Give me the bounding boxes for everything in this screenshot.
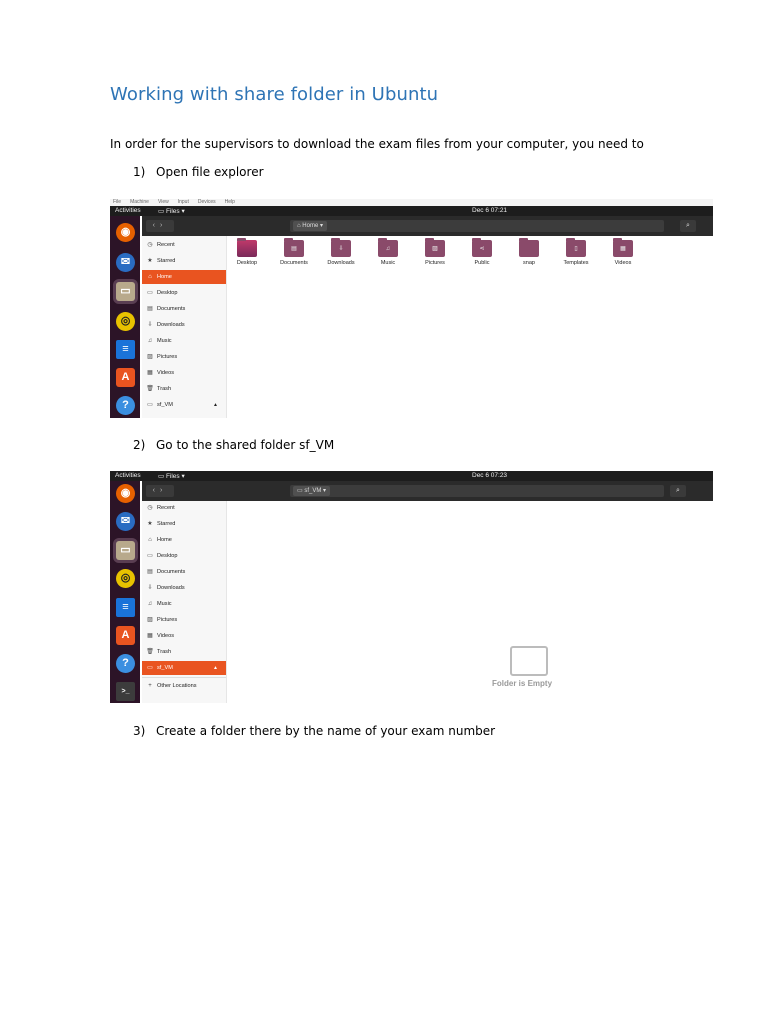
sidebar-item-recent[interactable]: ◷ Recent <box>142 238 226 252</box>
file-grid <box>227 236 713 418</box>
sidebar-item-desktop[interactable]: ▭ Desktop <box>142 286 226 300</box>
sidebar-item-starred[interactable]: ★ Starred <box>142 254 226 268</box>
thunderbird-icon[interactable]: ✉ <box>116 512 135 531</box>
folder-icon: ⇩ <box>331 240 351 257</box>
files-icon[interactable]: ▭ <box>116 541 135 560</box>
eject-icon[interactable]: ▲ <box>213 402 218 408</box>
rhythmbox-icon[interactable]: ◎ <box>116 312 135 331</box>
video-icon: ▦ <box>147 633 153 639</box>
software-icon[interactable]: A <box>116 626 135 645</box>
folder-public[interactable]: ⋖ Public <box>462 240 502 266</box>
files-app-menu[interactable]: ▭ Files ▾ <box>158 208 185 215</box>
step-1 <box>133 165 264 179</box>
sidebar-item-sf-vm[interactable]: ▭ sf_VM ▲ <box>142 398 226 412</box>
trash-icon: 🗑 <box>146 386 154 392</box>
sidebar-item-trash[interactable]: 🗑 Trash <box>142 382 226 396</box>
sidebar-item-starred[interactable]: ★ Starred <box>142 517 226 531</box>
vm-menu-item[interactable]: File <box>113 199 122 205</box>
places-sidebar <box>142 501 227 703</box>
vm-menu-item[interactable]: Machine <box>130 199 149 205</box>
music-icon: ♫ <box>147 338 153 344</box>
empty-folder-icon <box>510 646 548 676</box>
search-icon: ⌕ <box>676 487 680 494</box>
sidebar-item-other-locations[interactable]: + Other Locations <box>142 679 226 693</box>
home-icon: ⌂ <box>148 537 152 543</box>
folder-icon: ▤ <box>284 240 304 257</box>
path-bar[interactable] <box>290 220 664 232</box>
intro-paragraph: In order for the supervisors to download the exam files from your computer, you need to <box>110 137 644 151</box>
folder-pictures[interactable]: ▨ Pictures <box>415 240 455 266</box>
files-icon[interactable]: ▭ <box>116 282 135 301</box>
terminal-icon[interactable]: >_ <box>116 682 135 701</box>
folder-snap[interactable]: snap <box>509 240 549 266</box>
drive-icon: ▭ <box>147 402 153 408</box>
folder-templates[interactable]: ▯ Templates <box>556 240 596 266</box>
download-icon: ⇩ <box>147 322 153 328</box>
step-2 <box>133 438 334 452</box>
rhythmbox-icon[interactable]: ◎ <box>116 569 135 588</box>
folder-icon: ▨ <box>425 240 445 257</box>
clock-icon: ◷ <box>147 505 153 511</box>
sidebar-item-pictures[interactable]: ▨ Pictures <box>142 613 226 627</box>
files-icon: ▭ <box>158 473 166 480</box>
files-icon: ▭ <box>158 208 166 215</box>
home-icon: ⌂ <box>148 274 152 280</box>
step-text: Create a folder there by the name of your exam number <box>156 724 496 738</box>
home-icon: ⌂ <box>297 223 303 229</box>
step-number: 2) <box>133 438 146 452</box>
places-sidebar <box>142 236 227 418</box>
picture-icon: ▨ <box>147 354 153 360</box>
sidebar-item-videos[interactable]: ▦ Videos <box>142 366 226 380</box>
ubuntu-dock <box>110 216 140 418</box>
vm-menu-bar <box>110 199 713 206</box>
star-icon: ★ <box>147 521 153 527</box>
music-icon: ♫ <box>147 601 153 607</box>
file-view-empty <box>227 501 713 703</box>
sidebar-item-documents[interactable]: ▤ Documents <box>142 302 226 316</box>
desktop-icon: ▭ <box>147 553 153 559</box>
folder-icon: ⋖ <box>472 240 492 257</box>
writer-icon[interactable]: ≡ <box>116 340 135 359</box>
sidebar-item-pictures[interactable]: ▨ Pictures <box>142 350 226 364</box>
back-forward-buttons[interactable]: ‹› <box>146 220 174 232</box>
activities-button[interactable]: Activities <box>115 472 141 479</box>
sidebar-item-downloads[interactable]: ⇩ Downloads <box>142 318 226 332</box>
sidebar-item-desktop[interactable]: ▭ Desktop <box>142 549 226 563</box>
nautilus-headerbar <box>142 216 713 236</box>
vm-menu-item[interactable]: Help <box>224 199 235 205</box>
sidebar-item-recent[interactable]: ◷ Recent <box>142 501 226 515</box>
document-title: Working with share folder in Ubuntu <box>110 84 439 105</box>
search-button[interactable] <box>670 485 686 497</box>
trash-icon: 🗑 <box>146 649 154 655</box>
help-icon[interactable]: ? <box>116 396 135 415</box>
screenshot-sf-vm <box>110 471 713 703</box>
drive-icon: ▭ <box>297 488 305 494</box>
video-icon: ▦ <box>147 370 153 376</box>
folder-icon: ♫ <box>378 240 398 257</box>
folder-icon: ▯ <box>566 240 586 257</box>
folder-icon: ▦ <box>613 240 633 257</box>
help-icon[interactable]: ? <box>116 654 135 673</box>
folder-desktop[interactable]: Desktop <box>227 240 267 266</box>
step-3 <box>133 724 495 738</box>
desktop-icon: ▭ <box>147 290 153 296</box>
folder-downloads[interactable]: ⇩ Downloads <box>321 240 361 266</box>
vm-menu-item[interactable]: View <box>157 199 169 205</box>
sidebar-item-music[interactable]: ♫ Music <box>142 597 226 611</box>
drive-icon: ▭ <box>147 665 153 671</box>
sidebar-item-documents[interactable]: ▤ Documents <box>142 565 226 579</box>
picture-icon: ▨ <box>147 617 153 623</box>
step-text: Go to the shared folder sf_VM <box>156 438 335 452</box>
gnome-top-bar <box>110 471 713 481</box>
sidebar-item-trash[interactable]: 🗑 Trash <box>142 645 226 659</box>
nautilus-headerbar <box>142 481 713 501</box>
search-button[interactable] <box>680 220 696 232</box>
download-icon: ⇩ <box>147 585 153 591</box>
vm-menu-item[interactable]: Input <box>177 199 189 205</box>
step-number: 1) <box>133 165 146 179</box>
vm-menu-item[interactable]: Devices <box>197 199 216 205</box>
folder-videos[interactable]: ▦ Videos <box>603 240 643 266</box>
clock[interactable]: Dec 6 07:21 <box>472 207 508 214</box>
ubuntu-dock <box>110 481 140 703</box>
screenshot-home <box>110 199 713 418</box>
path-chip-home[interactable]: ⌂ Home ▾ <box>293 221 327 231</box>
activities-button[interactable]: Activities <box>115 207 141 214</box>
path-bar[interactable] <box>290 485 664 497</box>
files-app-menu[interactable]: ▭ Files ▾ <box>158 473 185 480</box>
software-icon[interactable]: A <box>116 368 135 387</box>
sidebar-divider <box>142 677 226 678</box>
firefox-icon[interactable]: ◉ <box>116 223 135 242</box>
folder-documents[interactable]: ▤ Documents <box>274 240 314 266</box>
document-icon: ▤ <box>147 306 153 312</box>
plus-icon: + <box>148 683 152 689</box>
folder-icon <box>519 240 539 257</box>
sidebar-item-downloads[interactable]: ⇩ Downloads <box>142 581 226 595</box>
document-icon: ▤ <box>147 569 153 575</box>
thunderbird-icon[interactable]: ✉ <box>116 253 135 272</box>
firefox-icon[interactable]: ◉ <box>116 484 135 503</box>
search-icon: ⌕ <box>686 222 690 229</box>
sidebar-item-music[interactable]: ♫ Music <box>142 334 226 348</box>
star-icon: ★ <box>147 258 153 264</box>
clock[interactable]: Dec 6 07:23 <box>472 472 508 479</box>
sidebar-item-home[interactable]: ⌂ Home <box>142 533 226 547</box>
empty-folder-message: Folder is Empty <box>492 679 553 688</box>
clock-icon: ◷ <box>147 242 153 248</box>
sidebar-item-sf-vm[interactable]: ▭ sf_VM ▲ <box>142 661 226 675</box>
path-chip-sf-vm[interactable]: ▭ sf_VM ▾ <box>293 486 330 496</box>
folder-icon <box>237 240 257 257</box>
gnome-top-bar <box>110 206 713 216</box>
eject-icon[interactable]: ▲ <box>213 665 218 671</box>
sidebar-item-videos[interactable]: ▦ Videos <box>142 629 226 643</box>
chevron-down-icon: ▾ <box>321 488 327 494</box>
back-forward-buttons[interactable]: ‹› <box>146 485 174 497</box>
folder-music[interactable]: ♫ Music <box>368 240 408 266</box>
chevron-down-icon: ▾ <box>318 223 323 229</box>
writer-icon[interactable]: ≡ <box>116 598 135 617</box>
step-text: Open file explorer <box>156 165 264 179</box>
sidebar-item-home[interactable]: ⌂ Home <box>142 270 226 284</box>
step-number: 3) <box>133 724 146 738</box>
